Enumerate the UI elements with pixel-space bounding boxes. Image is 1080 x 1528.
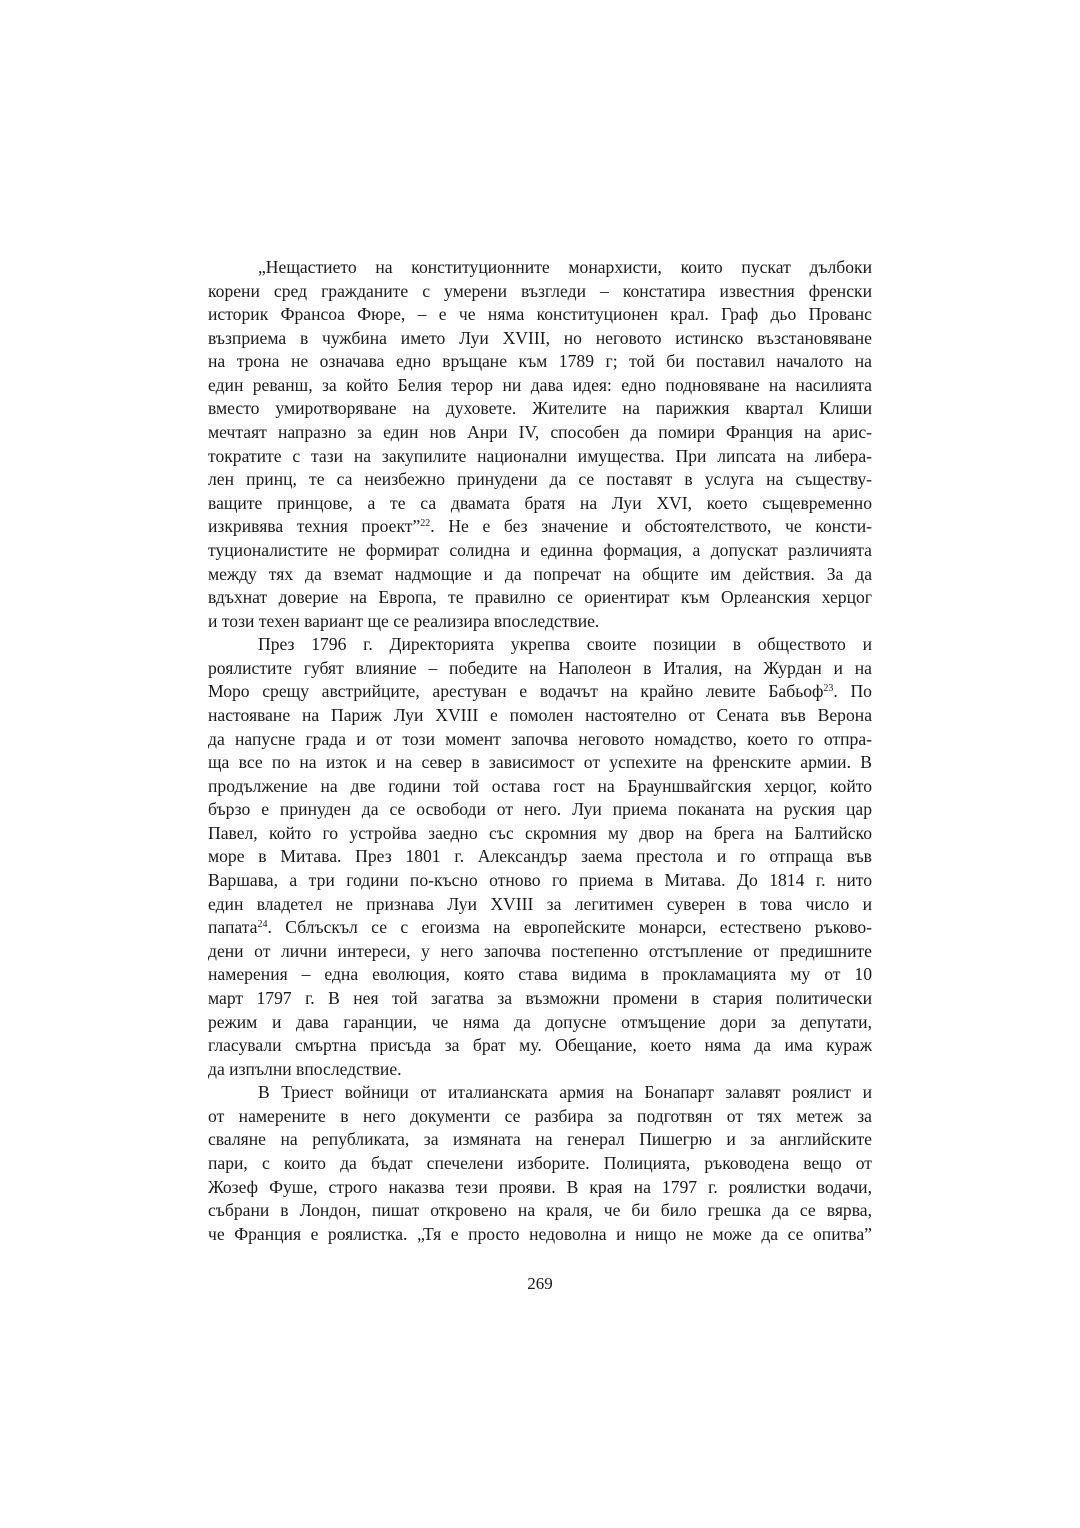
text-line <box>208 704 872 728</box>
text-line <box>208 468 872 492</box>
line-text: туционалистите не формират солидна и единна формация, а допускат различията <box>208 539 872 560</box>
line-text: бързо е принуден да се освободи от него. Луи приема поканата на руския цар <box>208 799 872 820</box>
text-line <box>208 327 872 351</box>
line-text: роялистите губят влияние – победите на Наполеон в Италия, на Журдан и на <box>208 657 872 678</box>
text-line <box>208 657 872 681</box>
text-line <box>208 940 872 964</box>
line-text: продължение на две години той остава гост на Брауншвайгския херцог, който <box>208 775 872 796</box>
line-text: корени сред гражданите с умерени възгледи – констатира известния френски <box>208 280 872 301</box>
line-text-continued: . Сблъскъл се с егоизма на европейските монарси, естествено ръково- <box>267 917 872 938</box>
line-text: „Нещастието на конституционните монархисти, които пускат дълбоки <box>258 257 872 277</box>
text-line <box>208 539 872 563</box>
page-number: 269 <box>527 1274 553 1293</box>
text-line <box>208 445 872 469</box>
line-text: Жозеф Фуше, строго наказва тези прояви. В края на 1797 г. роялистки водачи, <box>208 1176 872 1197</box>
text-line <box>208 1011 872 1035</box>
text-line <box>208 563 872 587</box>
line-text: че Франция е роялистка. „Тя е просто недоволна и нищо не може да се опитва” <box>208 1223 872 1244</box>
line-text: тократите с тази на закупилите национални имущества. При липсата на либера- <box>208 445 872 466</box>
line-text: В Триест войници от италианската армия на Бонапарт залавят роялист и <box>258 1082 872 1103</box>
line-text: събрани в Лондон, пишат откровено на краля, че би било грешка да се вярва, <box>208 1200 872 1221</box>
text-line <box>208 1105 872 1129</box>
text-line <box>208 1034 872 1058</box>
text-line <box>208 1058 872 1082</box>
text-line <box>208 845 872 869</box>
line-text: Моро срещу австрийците, арестуван е водачът на крайно левите Бабьоф <box>208 681 824 702</box>
text-line <box>208 987 872 1011</box>
text-line <box>208 515 872 539</box>
line-text: настояване на Париж Луи XVIII е помолен настоятелно от Сената във Верона <box>208 704 872 725</box>
text-line <box>208 633 872 657</box>
text-line <box>208 492 872 516</box>
text-line <box>208 1152 872 1176</box>
text-line <box>208 822 872 846</box>
text-line <box>208 397 872 421</box>
text-line <box>208 869 872 893</box>
line-text: март 1797 г. В нея той загатва за възможни промени в стария политически <box>208 987 872 1008</box>
line-text: вместо умиротворяване на духовете. Жителите на парижкия квартал Клиши <box>208 398 872 419</box>
line-text: лен принц, те са неизбежно принудени да се поставят в услуга на съществу- <box>208 469 872 490</box>
line-text: режим и дава гаранции, че няма да допусне отмъщение дори за депутати, <box>208 1011 872 1032</box>
body-text <box>208 256 872 1246</box>
line-text: Варшава, а три години по-късно отново го приема в Митава. До 1814 г. нито <box>208 870 872 891</box>
text-line <box>208 1223 872 1247</box>
line-text: През 1796 г. Директорията укрепва своите позиции в обществото и <box>258 634 872 655</box>
text-line <box>208 916 872 940</box>
footnote-marker: 22 <box>420 518 431 530</box>
line-text: намерения – една еволюция, която става видима в прокламацията му от 10 <box>208 964 872 985</box>
line-text: мечтаят напразно за един нов Анри IV, способен да помири Франция на арис- <box>208 422 872 443</box>
line-text: да изпълни впоследствие. <box>208 1058 402 1079</box>
line-text: Павел, който го устройва заедно със скромния му двор на брега на Балтийско <box>208 822 872 843</box>
text-line <box>208 421 872 445</box>
text-line <box>208 280 872 304</box>
line-text: сваляне на републиката, за измяната на генерал Пишегрю и за английските <box>208 1129 872 1150</box>
text-line <box>208 893 872 917</box>
text-line <box>208 963 872 987</box>
line-text: гласували смъртна присъда за брат му. Обещание, което няма да има кураж <box>208 1035 872 1056</box>
line-text: папата <box>208 917 258 938</box>
footnote-marker: 24 <box>257 919 268 931</box>
text-line <box>208 350 872 374</box>
line-text-continued: . По <box>833 681 872 702</box>
line-text: на трона не означава едно връщане към 1789 г; той би поставил началото на <box>208 351 872 372</box>
line-text: един реванш, за който Белия терор ни дава идея: едно подновяване на насилията <box>208 374 872 395</box>
line-text: ващите принцове, а те са двамата братя на Луи XVI, което същевременно <box>208 492 872 513</box>
text-line <box>208 751 872 775</box>
text-line <box>208 586 872 610</box>
text-line <box>208 303 872 327</box>
line-text: да напусне града и от този момент започва неговото номадство, което го отпра- <box>208 728 872 749</box>
text-line <box>208 256 872 280</box>
text-line <box>208 1128 872 1152</box>
text-line <box>208 1081 872 1105</box>
line-text-continued: . Не е без значение и обстоятелството, че консти- <box>430 516 872 537</box>
text-line <box>208 1199 872 1223</box>
text-line <box>208 1176 872 1200</box>
line-text: историк Франсоа Фюре, – е че няма конституционен крал. Граф дьо Прованс <box>208 304 872 325</box>
line-text: между тях да вземат надмощие и да попречат на общите им действия. За да <box>208 563 872 584</box>
line-text: от намерените в него документи се разбира за подготвян от тях метеж за <box>208 1105 872 1126</box>
line-text: изкривява техния проект” <box>208 516 421 537</box>
line-text: възприема в чужбина името Луи XVIII, но неговото истинско възстановяване <box>208 327 872 348</box>
line-text: дени от лични интереси, у него започва постепенно отстъпление от предишните <box>208 940 872 961</box>
text-line <box>208 775 872 799</box>
line-text: един владетел не признава Луи XVIII за легитимен суверен в това число и <box>208 893 872 914</box>
line-text: пари, с които да бъдат спечелени изборите. Полицията, ръководена вещо от <box>208 1152 872 1173</box>
line-text: и този техен вариант ще се реализира впоследствие. <box>208 610 600 631</box>
text-line <box>208 374 872 398</box>
text-line <box>208 680 872 704</box>
line-text: море в Митава. През 1801 г. Александър заема престола и го отпраща във <box>208 846 872 867</box>
line-text: вдъхнат доверие на Европа, те правилно се ориентират към Орлеанския херцог <box>208 587 872 608</box>
text-line <box>208 610 872 634</box>
text-line <box>208 798 872 822</box>
text-line <box>208 728 872 752</box>
line-text: ща все по на изток и на север в зависимост от успехите на френските армии. В <box>208 752 872 773</box>
footnote-marker: 23 <box>823 683 834 695</box>
